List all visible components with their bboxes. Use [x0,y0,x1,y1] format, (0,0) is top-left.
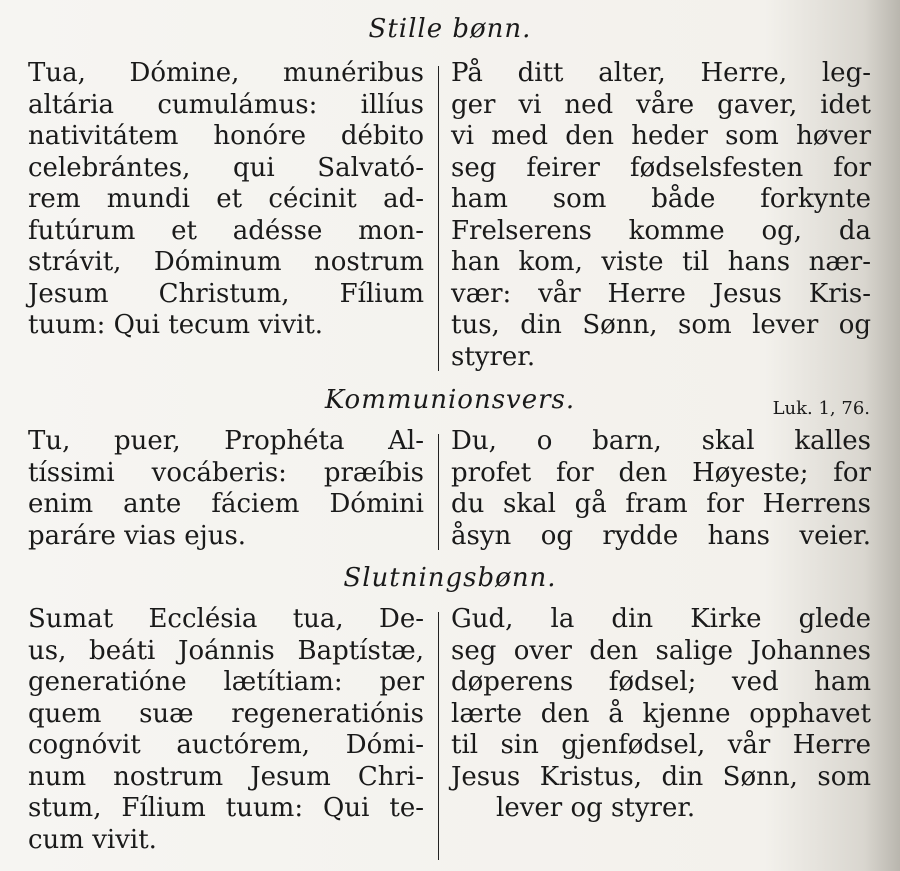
latin-column-communion [28,426,424,552]
text-line: lever og styrer. [496,793,696,823]
text-line: strávit, Dóminum nostrum [28,247,424,277]
text-line: us, beáti Joánnis Baptístæ, [28,635,424,666]
text-line: num nostrum Jesum Chri- [28,761,424,792]
section-heading-secret: Stille bønn. [368,14,532,44]
text-line: vi med den heder som høver [451,121,871,151]
text-line: ger vi ned våre gaver, idet [451,89,871,120]
text-line: Sumat Ecclésia tua, De- [28,604,424,634]
text-line: tíssimi vocáberis: præíbis [28,457,424,488]
text-line: futúrum et adésse mon- [28,215,424,246]
section-heading-postcommunion: Slutningsbønn. [343,563,557,593]
text-line: rem mundi et cécinit ad- [28,184,424,214]
column-divider-communion [438,434,439,550]
text-line: Jesum Christum, Fílium [28,278,424,309]
text-line: Jesus Kristus, din Sønn, som [451,761,871,792]
norwegian-column-communion [451,426,871,552]
text-line: ham som både forkynte [451,184,871,214]
text-line: Gud, la din Kirke glede [451,604,871,634]
text-line: profet for den Høyeste; for [451,457,871,488]
latin-column-postcommunion [28,604,424,856]
text-line: generatióne lætítiam: per [28,667,424,697]
text-line: Tu, puer, Prophéta Al- [28,426,424,456]
text-line: stum, Fílium tuum: Qui te- [28,793,424,823]
text-line: han kom, viste til hans nær- [451,247,871,277]
text-line: paráre vias ejus. [28,520,247,551]
text-line: quem suæ regeneratiónis [28,698,424,729]
text-line: cum vivit. [28,824,157,855]
text-line: tus, din Sønn, som lever og [451,310,871,340]
text-line: styrer. [451,341,536,372]
column-divider-postcommunion [438,612,439,860]
text-line: Frelserens komme og, da [451,215,871,246]
text-line: tuum: Qui tecum vivit. [28,310,324,340]
column-divider-secret [438,66,439,371]
text-line: altária cumulámus: illíus [28,89,424,120]
text-line: seg over den salige Johannes [451,635,871,666]
text-line: vær: vår Herre Jesus Kris- [451,278,871,309]
text-line: til sin gjenfødsel, vår Herre [451,730,871,760]
text-line: celebrántes, qui Salvató- [28,152,424,183]
text-line: seg feirer fødselsfesten for [451,152,871,183]
text-line: På ditt alter, Herre, leg- [451,58,871,88]
text-line: du skal gå fram for Herrens [451,489,871,519]
text-line: Tua, Dómine, munéribus [28,58,424,88]
text-line: lærte den å kjenne opphavet [451,698,871,729]
text-line: enim ante fáciem Dómini [28,489,424,519]
text-line: døperens fødsel; ved ham [451,667,871,697]
text-line: åsyn og rydde hans veier. [451,520,871,551]
text-line: Du, o barn, skal kalles [451,426,871,456]
section-heading-communion: Kommunionsvers. [324,385,576,415]
scripture-reference: Luk. 1, 76. [772,398,870,419]
norwegian-column-postcommunion [451,604,871,825]
text-line: cognóvit auctórem, Dómi- [28,730,424,760]
norwegian-column-secret [451,58,871,373]
latin-column-secret [28,58,424,342]
text-line: nativitátem honóre débito [28,121,424,151]
